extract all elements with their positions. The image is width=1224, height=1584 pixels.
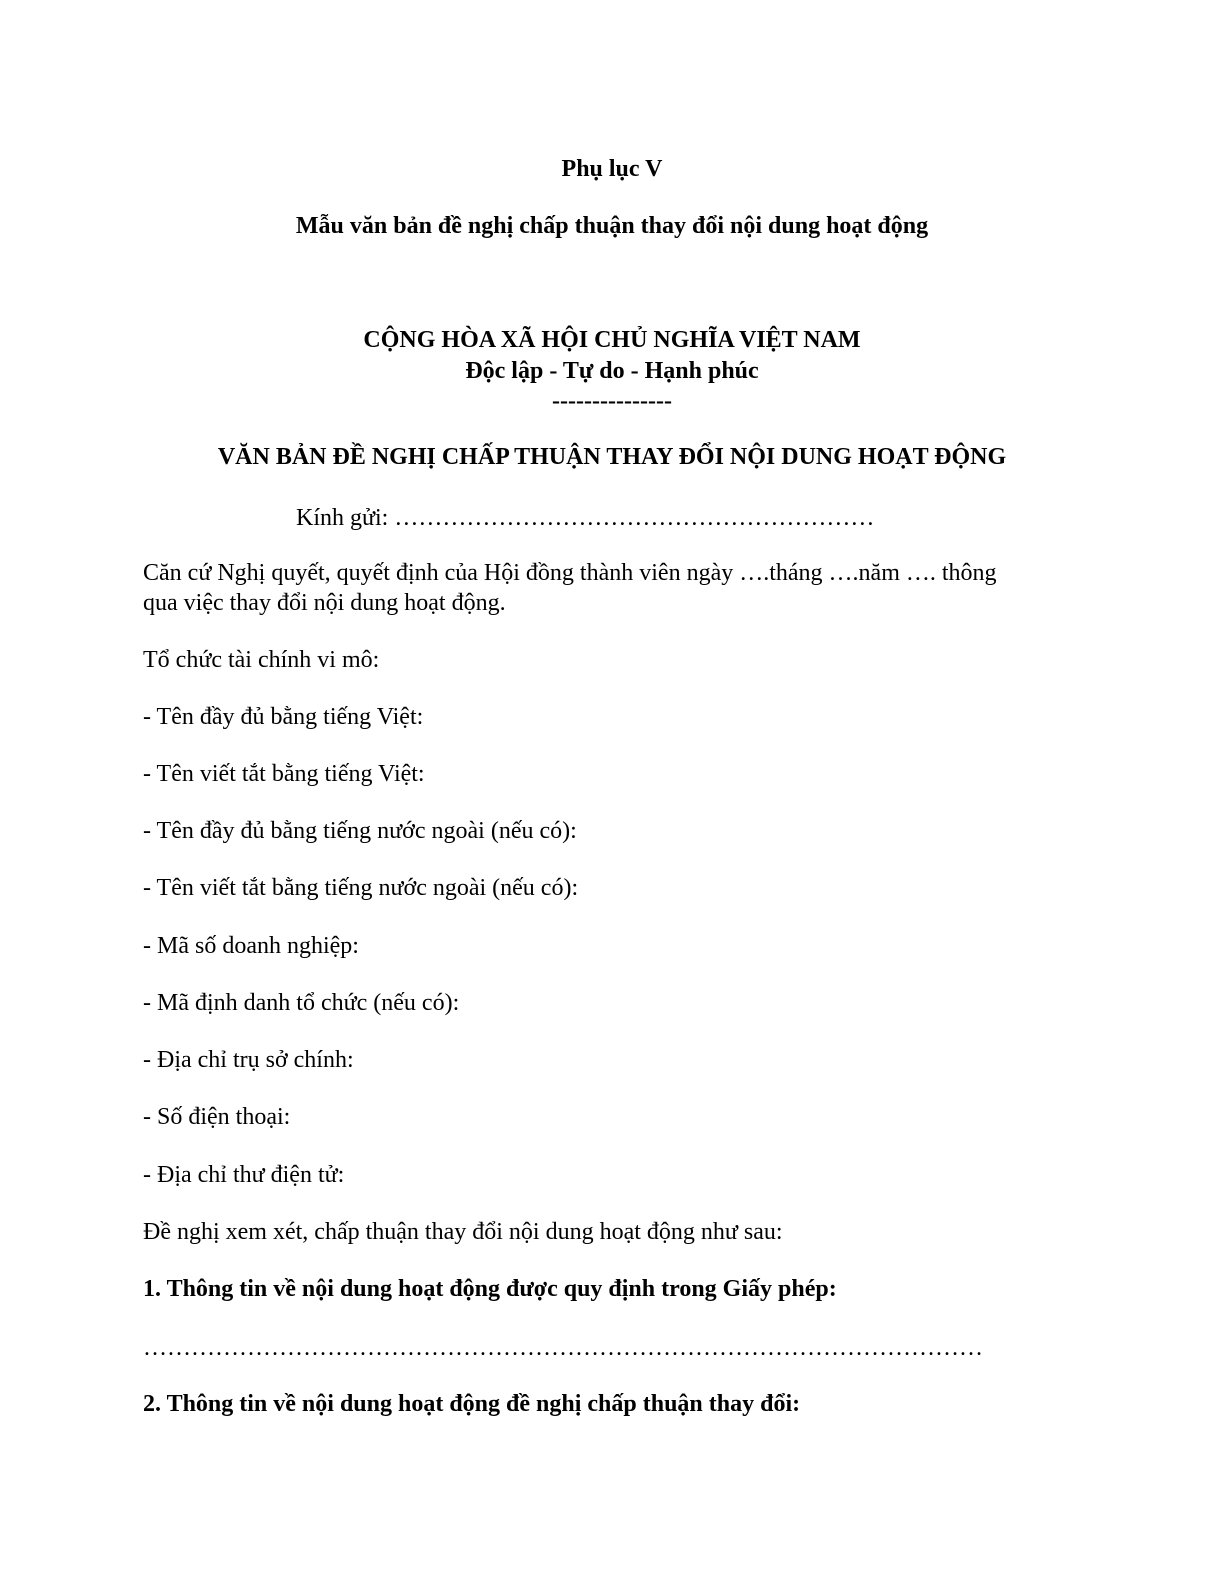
section-1-heading: 1. Thông tin về nội dung hoạt động được quy định trong Giấy phép: (143, 1276, 837, 1302)
basis-paragraph-line2: qua việc thay đổi nội dung hoạt động. (143, 590, 506, 616)
request-statement: Đề nghị xem xét, chấp thuận thay đổi nội dung hoạt động như sau: (143, 1219, 783, 1245)
field-short-name-foreign: - Tên viết tắt bằng tiếng nước ngoài (nếu có): (143, 875, 579, 901)
form-title: Mẫu văn bản đề nghị chấp thuận thay đổi nội dung hoạt động (295, 213, 929, 239)
recipient-line: Kính gửi: …………………………………………………… (296, 505, 875, 531)
field-head-office-address: - Địa chỉ trụ sở chính: (143, 1047, 354, 1073)
national-motto: Độc lập - Tự do - Hạnh phúc (465, 358, 759, 384)
field-organization-id: - Mã định danh tổ chức (nếu có): (143, 990, 460, 1016)
organization-heading: Tổ chức tài chính vi mô: (143, 647, 380, 673)
fill-in-dotted-line: …………………………………………………………………………………………… (143, 1335, 983, 1361)
field-email-address: - Địa chỉ thư điện tử: (143, 1162, 345, 1188)
appendix-heading: Phụ lục V (561, 156, 663, 182)
motto-separator: --------------- (552, 388, 672, 414)
field-short-name-vietnamese: - Tên viết tắt bằng tiếng Việt: (143, 761, 425, 787)
basis-paragraph-line1: Căn cứ Nghị quyết, quyết định của Hội đồng thành viên ngày ….tháng ….năm …. thông (143, 560, 997, 586)
field-full-name-foreign: - Tên đầy đủ bằng tiếng nước ngoài (nếu có): (143, 818, 577, 844)
field-full-name-vietnamese: - Tên đầy đủ bằng tiếng Việt: (143, 704, 424, 730)
country-name: CỘNG HÒA XÃ HỘI CHỦ NGHĨA VIỆT NAM (363, 327, 861, 353)
field-enterprise-code: - Mã số doanh nghiệp: (143, 933, 359, 959)
section-2-heading: 2. Thông tin về nội dung hoạt động đề nghị chấp thuận thay đổi: (143, 1391, 801, 1417)
document-title: VĂN BẢN ĐỀ NGHỊ CHẤP THUẬN THAY ĐỔI NỘI DUNG HOẠT ĐỘNG (217, 444, 1007, 470)
field-phone-number: - Số điện thoại: (143, 1104, 291, 1130)
